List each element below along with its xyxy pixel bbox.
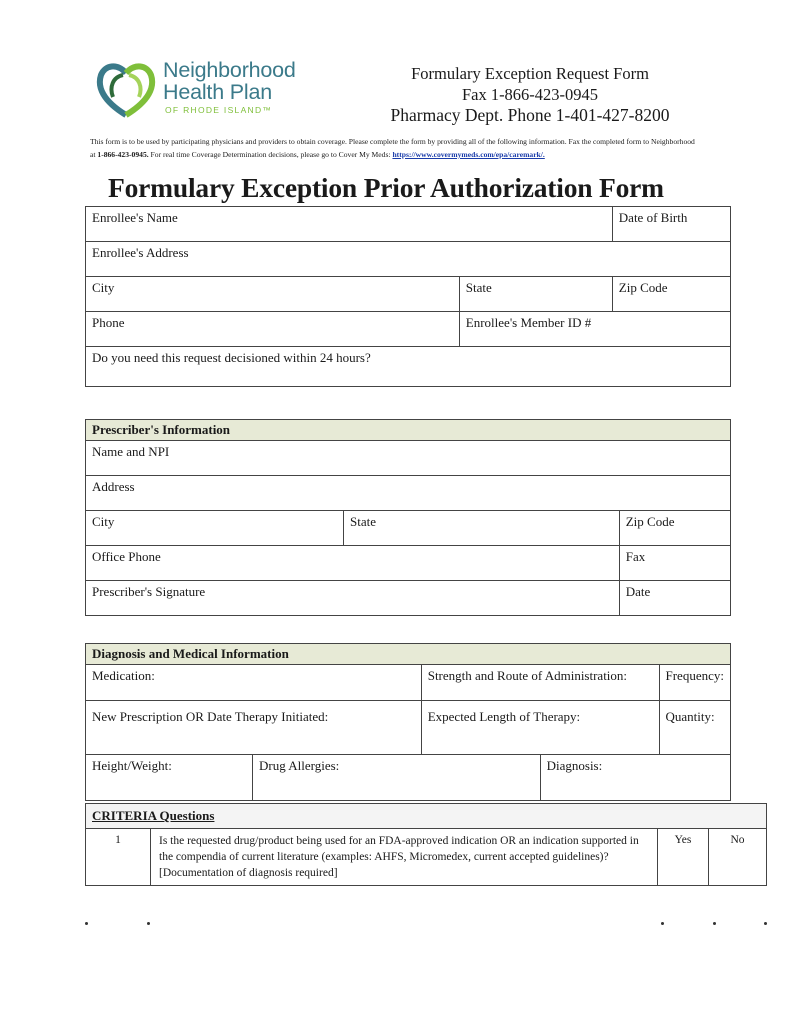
prescriber-signature-field[interactable]: Prescriber's Signature xyxy=(86,581,620,616)
diagnosis-table xyxy=(85,643,731,801)
covermymeds-link[interactable]: https://www.covermymeds.com/epa/caremark/. xyxy=(392,150,545,159)
prescriber-date-field[interactable]: Date xyxy=(619,581,730,616)
enrollee-table xyxy=(85,206,731,387)
scan-dot xyxy=(85,922,88,925)
enrollee-name-field[interactable]: Enrollee's Name xyxy=(86,207,613,242)
enrollee-address-field[interactable]: Enrollee's Address xyxy=(86,242,731,277)
criteria-number: 1 xyxy=(86,829,151,886)
medication-field[interactable]: Medication: xyxy=(86,665,422,701)
height-weight-field[interactable]: Height/Weight: xyxy=(86,755,253,801)
intro-paragraph xyxy=(90,135,700,161)
scan-dot xyxy=(147,922,150,925)
logo-name-line1: Neighborhood xyxy=(163,58,296,82)
prescriber-address-field[interactable]: Address xyxy=(86,476,731,511)
logo-name-line2: Health Plan xyxy=(163,80,272,104)
strength-route-field[interactable]: Strength and Route of Administration: xyxy=(421,665,659,701)
urgent-request-field[interactable]: Do you need this request decisioned within 24 hours? xyxy=(86,347,731,387)
scan-dot xyxy=(764,922,767,925)
enrollee-city-field[interactable]: City xyxy=(86,277,460,312)
criteria-yes-option[interactable]: Yes xyxy=(658,829,709,886)
scan-dot xyxy=(713,922,716,925)
enrollee-state-field[interactable]: State xyxy=(459,277,612,312)
prescriber-table xyxy=(85,419,731,616)
drug-allergies-field[interactable]: Drug Allergies: xyxy=(253,755,541,801)
quantity-field[interactable]: Quantity: xyxy=(659,701,731,755)
criteria-no-option[interactable]: No xyxy=(709,829,767,886)
intro-text-2: For real time Coverage Determination decisions, please go to Cover My Meds: xyxy=(148,150,393,159)
member-id-field[interactable]: Enrollee's Member ID # xyxy=(459,312,730,347)
logo-subtitle: OF RHODE ISLAND™ xyxy=(165,105,273,115)
office-phone-field[interactable]: Office Phone xyxy=(86,546,620,581)
diagnosis-field[interactable]: Diagnosis: xyxy=(540,755,730,801)
prescriber-zip-field[interactable]: Zip Code xyxy=(619,511,730,546)
prescriber-section-heading: Prescriber's Information xyxy=(86,420,731,441)
length-of-therapy-field[interactable]: Expected Length of Therapy: xyxy=(421,701,659,755)
logo-name xyxy=(163,59,296,103)
date-of-birth-field[interactable]: Date of Birth xyxy=(612,207,730,242)
prescriber-city-field[interactable]: City xyxy=(86,511,344,546)
enrollee-phone-field[interactable]: Phone xyxy=(86,312,460,347)
logo-heart-icon xyxy=(93,57,159,123)
criteria-table xyxy=(85,803,767,886)
scan-dot xyxy=(661,922,664,925)
neighborhood-logo xyxy=(93,57,323,123)
page-title: Formulary Exception Prior Authorization Form xyxy=(108,172,664,203)
new-rx-date-field[interactable]: New Prescription OR Date Therapy Initiated: xyxy=(86,701,422,755)
frequency-field[interactable]: Frequency: xyxy=(659,665,731,701)
enrollee-zip-field[interactable]: Zip Code xyxy=(612,277,730,312)
diagnosis-section-heading: Diagnosis and Medical Information xyxy=(86,644,731,665)
criteria-heading: CRITERIA Questions xyxy=(86,804,767,829)
criteria-row xyxy=(86,829,767,886)
intro-fax-number: 1-866-423-0945. xyxy=(97,150,149,159)
prescriber-name-npi-field[interactable]: Name and NPI xyxy=(86,441,731,476)
prescriber-state-field[interactable]: State xyxy=(344,511,620,546)
prescriber-fax-field[interactable]: Fax xyxy=(619,546,730,581)
header-fax: Fax 1-866-423-0945 xyxy=(461,85,599,104)
header-form-title: Formulary Exception Request Form xyxy=(411,64,649,83)
intro-text-1: This form is to be used by participating physicians and providers to obtain coverage. Please complete the form by providing all of the following information. Fax the completed form to Neighborhood at xyxy=(90,137,695,159)
header-phone: Pharmacy Dept. Phone 1-401-427-8200 xyxy=(390,105,670,125)
criteria-question: Is the requested drug/product being used for an FDA-approved indication OR an indication supported in the compendia of current literature (examples: AHFS, Micromedex, current accepted guidelines)? [Documentation of diagnosis required] xyxy=(151,829,658,886)
